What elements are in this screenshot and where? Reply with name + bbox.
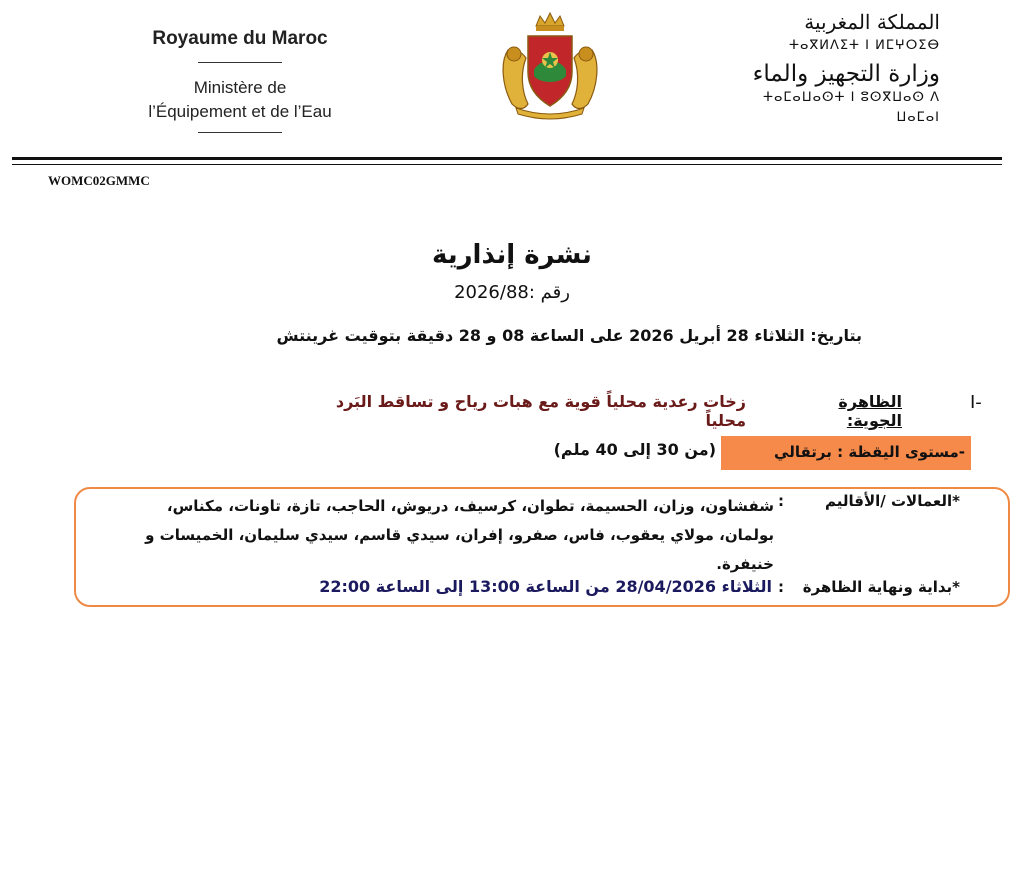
timing-value: الثلاثاء 28/04/2026 من الساعة 13:00 إلى الساعة 22:00	[319, 577, 772, 596]
fr-ministry-name	[120, 76, 360, 124]
bulletin-date: بتاريخ: الثلاثاء 28 أبريل 2026 على الساعة 08 و 28 دقيقة بتوقيت غرينتش	[276, 326, 862, 345]
areas-colon: :	[778, 492, 784, 510]
fr-ministry-line1: Ministère de	[193, 78, 287, 97]
vigilance-label: -مستوى اليقظة : برتقالي	[774, 443, 965, 461]
bulletin-number: رقم :2026/88	[454, 282, 570, 303]
page-title: نشرة إنذارية	[432, 240, 592, 270]
ar-country-name: المملكة المغربية	[804, 10, 940, 34]
phenomenon-label: الظاهرة الجوية:	[838, 392, 902, 430]
areas-label: *العمالات /الأقاليم	[825, 492, 960, 510]
timing-label: *بداية ونهاية الظاهرة	[802, 578, 960, 596]
areas-list: شفشاون، وزان، الحسيمة، تطوان، كرسيف، دريوش، الحاجب، تازة، تاونات، مكناس، بولمان، مولاي يعقوب، فاس، صفرو، إفران، سيدي قاسم، سيدي سليمان، الخميسات و خنيفرة.	[145, 497, 774, 573]
ar-ministry-name: وزارة التجهيز والماء	[752, 61, 940, 87]
fr-ministry-line2: l’Équipement et de l’Eau	[148, 102, 332, 121]
divider	[198, 62, 282, 63]
header-separator-thin	[12, 164, 1002, 165]
phenomenon-value: زخات رعدية محلياً قوية مع هبات رياح و تساقط البَرد محلياً	[335, 392, 746, 430]
fr-country-name: Royaume du Maroc	[152, 28, 328, 49]
ar-header	[740, 8, 940, 128]
royal-coat-of-arms-icon	[494, 10, 606, 122]
tf-ministry-name: ⵜⴰⵎⴰⵡⴰⵙⵜ ⵏ ⵓⵙⴳⵡⴰⵙ ⴷ ⵡⴰⵎⴰⵏ	[762, 90, 940, 125]
header-separator	[12, 157, 1002, 160]
section-number: I-	[970, 392, 982, 413]
precipitation-range: (من 30 إلى 40 ملم)	[553, 440, 716, 459]
timing-colon: :	[778, 578, 784, 596]
tf-country-name: ⵜⴰⴳⵍⴷⵉⵜ ⵏ ⵍⵎⵖⵔⵉⴱ	[788, 38, 940, 53]
document-code: WOMC02GMMC	[48, 173, 150, 188]
divider	[198, 132, 282, 133]
